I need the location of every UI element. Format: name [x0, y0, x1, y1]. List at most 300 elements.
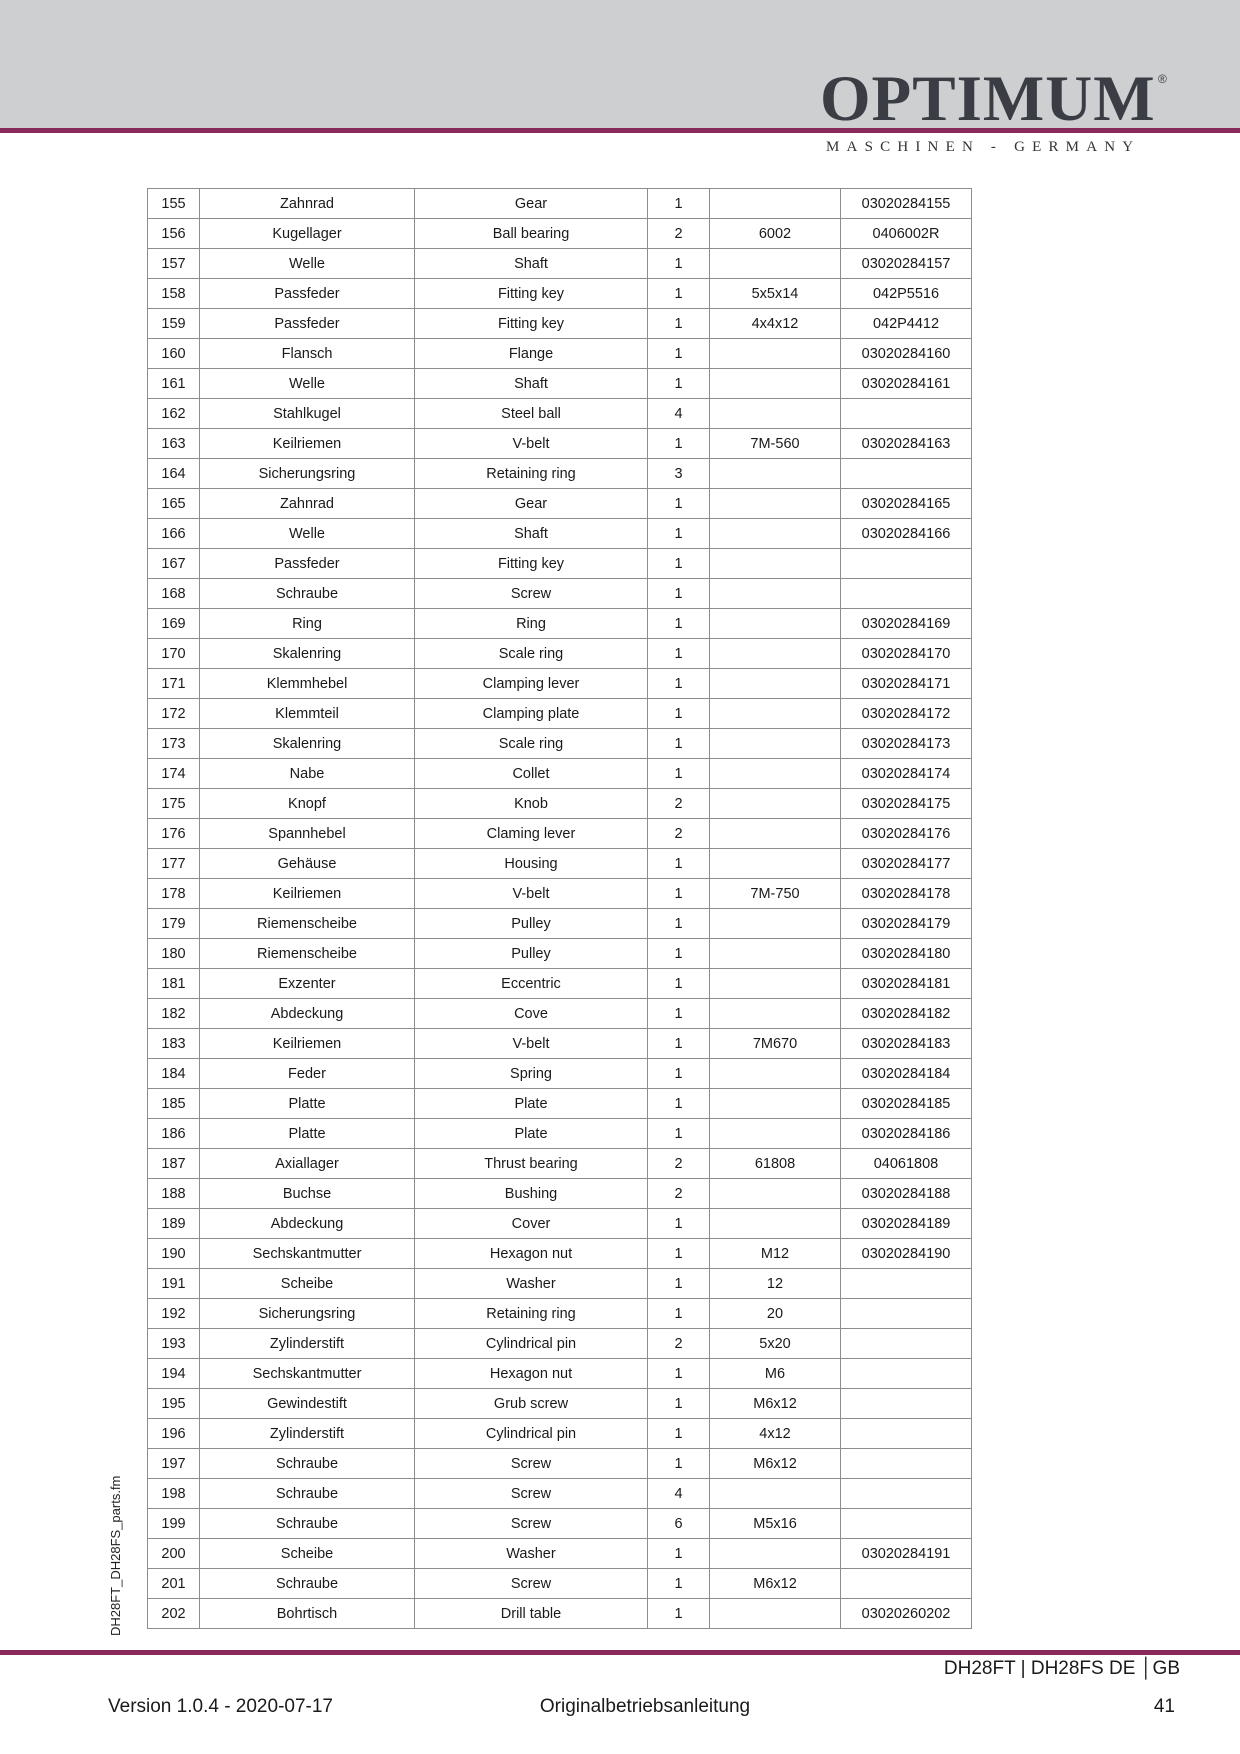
model-language-label: DH28FT | DH28FS DE │GB	[943, 1658, 1180, 1679]
quantity-cell: 6	[648, 1509, 710, 1539]
size-cell: M6x12	[710, 1569, 841, 1599]
german-name-cell: Skalenring	[200, 729, 415, 759]
size-cell: 61808	[710, 1149, 841, 1179]
size-cell	[710, 669, 841, 699]
quantity-cell: 4	[648, 1479, 710, 1509]
article-number-cell: 03020284161	[841, 369, 972, 399]
article-number-cell: 03020284188	[841, 1179, 972, 1209]
german-name-cell: Kugellager	[200, 219, 415, 249]
quantity-cell: 1	[648, 969, 710, 999]
table-row	[148, 1119, 972, 1149]
size-cell	[710, 1209, 841, 1239]
size-cell	[710, 609, 841, 639]
german-name-cell: Passfeder	[200, 279, 415, 309]
quantity-cell: 1	[648, 1239, 710, 1269]
table-row	[148, 969, 972, 999]
table-row	[148, 579, 972, 609]
part-number-cell: 183	[148, 1029, 200, 1059]
quantity-cell: 2	[648, 1179, 710, 1209]
table-row	[148, 459, 972, 489]
english-name-cell: Fitting key	[415, 279, 648, 309]
brand-tagline: MASCHINEN - GERMANY	[826, 139, 1141, 155]
table-row	[148, 1179, 972, 1209]
table-row	[148, 849, 972, 879]
part-number-cell: 198	[148, 1479, 200, 1509]
english-name-cell: Grub screw	[415, 1389, 648, 1419]
size-cell: 4x12	[710, 1419, 841, 1449]
part-number-cell: 160	[148, 339, 200, 369]
article-number-cell: 03020284185	[841, 1089, 972, 1119]
article-number-cell: 03020284190	[841, 1239, 972, 1269]
part-number-cell: 201	[148, 1569, 200, 1599]
table-row	[148, 1089, 972, 1119]
size-cell: M12	[710, 1239, 841, 1269]
article-number-cell: 03020284181	[841, 969, 972, 999]
document-type-label: Originalbetriebsanleitung	[539, 1696, 751, 1717]
german-name-cell: Welle	[200, 249, 415, 279]
part-number-cell: 182	[148, 999, 200, 1029]
size-cell	[710, 579, 841, 609]
english-name-cell: Ball bearing	[415, 219, 648, 249]
part-number-cell: 165	[148, 489, 200, 519]
size-cell	[710, 639, 841, 669]
quantity-cell: 2	[648, 1329, 710, 1359]
version-label: Version 1.0.4 - 2020-07-17	[108, 1696, 333, 1717]
article-number-cell: 03020284170	[841, 639, 972, 669]
size-cell	[710, 699, 841, 729]
german-name-cell: Zylinderstift	[200, 1329, 415, 1359]
size-cell	[710, 849, 841, 879]
german-name-cell: Knopf	[200, 789, 415, 819]
part-number-cell: 196	[148, 1419, 200, 1449]
english-name-cell: Screw	[415, 1509, 648, 1539]
table-row	[148, 1359, 972, 1389]
table-row	[148, 279, 972, 309]
article-number-cell: 03020284171	[841, 669, 972, 699]
english-name-cell: Ring	[415, 609, 648, 639]
quantity-cell: 1	[648, 1209, 710, 1239]
size-cell: M6	[710, 1359, 841, 1389]
part-number-cell: 193	[148, 1329, 200, 1359]
english-name-cell: Scale ring	[415, 729, 648, 759]
size-cell	[710, 519, 841, 549]
quantity-cell: 1	[648, 879, 710, 909]
table-row	[148, 819, 972, 849]
table-row	[148, 549, 972, 579]
english-name-cell: Bushing	[415, 1179, 648, 1209]
english-name-cell: Clamping plate	[415, 699, 648, 729]
german-name-cell: Zylinderstift	[200, 1419, 415, 1449]
article-number-cell: 03020284166	[841, 519, 972, 549]
article-number-cell: 03020284169	[841, 609, 972, 639]
size-cell	[710, 339, 841, 369]
part-number-cell: 200	[148, 1539, 200, 1569]
part-number-cell: 162	[148, 399, 200, 429]
table-row	[148, 999, 972, 1029]
part-number-cell: 192	[148, 1299, 200, 1329]
english-name-cell: Knob	[415, 789, 648, 819]
german-name-cell: Gehäuse	[200, 849, 415, 879]
table-row	[148, 909, 972, 939]
english-name-cell: Gear	[415, 189, 648, 219]
size-cell	[710, 399, 841, 429]
part-number-cell: 197	[148, 1449, 200, 1479]
part-number-cell: 164	[148, 459, 200, 489]
part-number-cell: 158	[148, 279, 200, 309]
german-name-cell: Abdeckung	[200, 999, 415, 1029]
english-name-cell: Cove	[415, 999, 648, 1029]
size-cell	[710, 489, 841, 519]
english-name-cell: Screw	[415, 579, 648, 609]
table-row	[148, 1149, 972, 1179]
english-name-cell: Clamping lever	[415, 669, 648, 699]
size-cell	[710, 1089, 841, 1119]
english-name-cell: Pulley	[415, 939, 648, 969]
german-name-cell: Abdeckung	[200, 1209, 415, 1239]
english-name-cell: Eccentric	[415, 969, 648, 999]
german-name-cell: Sicherungsring	[200, 1299, 415, 1329]
size-cell	[710, 1119, 841, 1149]
quantity-cell: 1	[648, 699, 710, 729]
english-name-cell: Cylindrical pin	[415, 1329, 648, 1359]
german-name-cell: Passfeder	[200, 309, 415, 339]
part-number-cell: 199	[148, 1509, 200, 1539]
table-row	[148, 699, 972, 729]
part-number-cell: 166	[148, 519, 200, 549]
german-name-cell: Platte	[200, 1089, 415, 1119]
quantity-cell: 1	[648, 1059, 710, 1089]
part-number-cell: 188	[148, 1179, 200, 1209]
part-number-cell: 178	[148, 879, 200, 909]
quantity-cell: 1	[648, 1119, 710, 1149]
german-name-cell: Platte	[200, 1119, 415, 1149]
article-number-cell: 03020284157	[841, 249, 972, 279]
table-row	[148, 1419, 972, 1449]
german-name-cell: Schraube	[200, 1449, 415, 1479]
quantity-cell: 1	[648, 189, 710, 219]
size-cell	[710, 1599, 841, 1629]
table-row	[148, 1239, 972, 1269]
table-row	[148, 1269, 972, 1299]
quantity-cell: 1	[648, 579, 710, 609]
size-cell: 7M-750	[710, 879, 841, 909]
file-name-label: DH28FT_DH28FS_parts.fm	[108, 1475, 123, 1636]
article-number-cell: 03020284182	[841, 999, 972, 1029]
quantity-cell: 1	[648, 519, 710, 549]
quantity-cell: 1	[648, 249, 710, 279]
brand-logo: OPTIMUM	[820, 63, 1156, 135]
table-row	[148, 609, 972, 639]
table-row	[148, 339, 972, 369]
article-number-cell: 0406002R	[841, 219, 972, 249]
table-row	[148, 1599, 972, 1629]
part-number-cell: 171	[148, 669, 200, 699]
article-number-cell	[841, 1329, 972, 1359]
part-number-cell: 155	[148, 189, 200, 219]
english-name-cell: Fitting key	[415, 309, 648, 339]
german-name-cell: Nabe	[200, 759, 415, 789]
article-number-cell	[841, 1569, 972, 1599]
quantity-cell: 1	[648, 1299, 710, 1329]
article-number-cell: 03020284160	[841, 339, 972, 369]
article-number-cell	[841, 1449, 972, 1479]
german-name-cell: Axiallager	[200, 1149, 415, 1179]
quantity-cell: 1	[648, 309, 710, 339]
part-number-cell: 163	[148, 429, 200, 459]
article-number-cell	[841, 1359, 972, 1389]
article-number-cell: 03020284155	[841, 189, 972, 219]
part-number-cell: 186	[148, 1119, 200, 1149]
article-number-cell: 03020284186	[841, 1119, 972, 1149]
article-number-cell: 03020284163	[841, 429, 972, 459]
german-name-cell: Passfeder	[200, 549, 415, 579]
part-number-cell: 185	[148, 1089, 200, 1119]
size-cell: M6x12	[710, 1449, 841, 1479]
registered-mark: ®	[1158, 72, 1167, 86]
part-number-cell: 180	[148, 939, 200, 969]
article-number-cell	[841, 579, 972, 609]
article-number-cell: 03020284178	[841, 879, 972, 909]
table-row	[148, 939, 972, 969]
english-name-cell: Retaining ring	[415, 459, 648, 489]
quantity-cell: 1	[648, 489, 710, 519]
part-number-cell: 184	[148, 1059, 200, 1089]
table-row	[148, 489, 972, 519]
size-cell	[710, 909, 841, 939]
table-row	[148, 1479, 972, 1509]
size-cell	[710, 1179, 841, 1209]
part-number-cell: 190	[148, 1239, 200, 1269]
english-name-cell: Housing	[415, 849, 648, 879]
german-name-cell: Sicherungsring	[200, 459, 415, 489]
german-name-cell: Sechskantmutter	[200, 1359, 415, 1389]
english-name-cell: Fitting key	[415, 549, 648, 579]
size-cell	[710, 249, 841, 279]
part-number-cell: 179	[148, 909, 200, 939]
german-name-cell: Riemenscheibe	[200, 909, 415, 939]
size-cell	[710, 189, 841, 219]
german-name-cell: Ring	[200, 609, 415, 639]
quantity-cell: 1	[648, 279, 710, 309]
table-row	[148, 669, 972, 699]
size-cell: 4x4x12	[710, 309, 841, 339]
article-number-cell	[841, 459, 972, 489]
german-name-cell: Skalenring	[200, 639, 415, 669]
german-name-cell: Zahnrad	[200, 189, 415, 219]
size-cell: 5x20	[710, 1329, 841, 1359]
german-name-cell: Schraube	[200, 1569, 415, 1599]
quantity-cell: 1	[648, 1359, 710, 1389]
german-name-cell: Feder	[200, 1059, 415, 1089]
quantity-cell: 1	[648, 669, 710, 699]
parts-table	[147, 188, 972, 1629]
english-name-cell: Gear	[415, 489, 648, 519]
german-name-cell: Sechskantmutter	[200, 1239, 415, 1269]
quantity-cell: 1	[648, 1389, 710, 1419]
article-number-cell	[841, 1509, 972, 1539]
article-number-cell: 03020260202	[841, 1599, 972, 1629]
part-number-cell: 194	[148, 1359, 200, 1389]
table-row	[148, 519, 972, 549]
english-name-cell: Spring	[415, 1059, 648, 1089]
part-number-cell: 202	[148, 1599, 200, 1629]
size-cell: 7M670	[710, 1029, 841, 1059]
quantity-cell: 4	[648, 399, 710, 429]
quantity-cell: 1	[648, 729, 710, 759]
german-name-cell: Keilriemen	[200, 879, 415, 909]
quantity-cell: 1	[648, 759, 710, 789]
english-name-cell: Drill table	[415, 1599, 648, 1629]
english-name-cell: Scale ring	[415, 639, 648, 669]
quantity-cell: 1	[648, 1449, 710, 1479]
size-cell	[710, 1539, 841, 1569]
size-cell	[710, 729, 841, 759]
article-number-cell: 03020284172	[841, 699, 972, 729]
quantity-cell: 1	[648, 609, 710, 639]
german-name-cell: Scheibe	[200, 1269, 415, 1299]
size-cell	[710, 789, 841, 819]
german-name-cell: Schraube	[200, 1479, 415, 1509]
size-cell: 5x5x14	[710, 279, 841, 309]
english-name-cell: Screw	[415, 1449, 648, 1479]
size-cell	[710, 759, 841, 789]
part-number-cell: 191	[148, 1269, 200, 1299]
quantity-cell: 1	[648, 909, 710, 939]
english-name-cell: Steel ball	[415, 399, 648, 429]
table-row	[148, 249, 972, 279]
german-name-cell: Keilriemen	[200, 429, 415, 459]
quantity-cell: 1	[648, 1419, 710, 1449]
english-name-cell: Screw	[415, 1479, 648, 1509]
english-name-cell: Plate	[415, 1089, 648, 1119]
german-name-cell: Gewindestift	[200, 1389, 415, 1419]
german-name-cell: Exzenter	[200, 969, 415, 999]
english-name-cell: Flange	[415, 339, 648, 369]
size-cell: 20	[710, 1299, 841, 1329]
quantity-cell: 1	[648, 1599, 710, 1629]
english-name-cell: Thrust bearing	[415, 1149, 648, 1179]
table-row	[148, 639, 972, 669]
article-number-cell	[841, 549, 972, 579]
table-row	[148, 1389, 972, 1419]
table-row	[148, 789, 972, 819]
english-name-cell: V-belt	[415, 879, 648, 909]
english-name-cell: Collet	[415, 759, 648, 789]
part-number-cell: 174	[148, 759, 200, 789]
quantity-cell: 1	[648, 1539, 710, 1569]
article-number-cell: 03020284180	[841, 939, 972, 969]
size-cell	[710, 549, 841, 579]
english-name-cell: Claming lever	[415, 819, 648, 849]
table-row	[148, 729, 972, 759]
part-number-cell: 161	[148, 369, 200, 399]
english-name-cell: Plate	[415, 1119, 648, 1149]
part-number-cell: 175	[148, 789, 200, 819]
english-name-cell: Cover	[415, 1209, 648, 1239]
size-cell: 7M-560	[710, 429, 841, 459]
article-number-cell	[841, 399, 972, 429]
article-number-cell: 03020284177	[841, 849, 972, 879]
part-number-cell: 170	[148, 639, 200, 669]
size-cell: 12	[710, 1269, 841, 1299]
english-name-cell: Hexagon nut	[415, 1239, 648, 1269]
part-number-cell: 172	[148, 699, 200, 729]
table-row	[148, 399, 972, 429]
part-number-cell: 156	[148, 219, 200, 249]
english-name-cell: Screw	[415, 1569, 648, 1599]
article-number-cell	[841, 1479, 972, 1509]
size-cell	[710, 1479, 841, 1509]
table-row	[148, 1059, 972, 1089]
german-name-cell: Scheibe	[200, 1539, 415, 1569]
size-cell	[710, 939, 841, 969]
size-cell	[710, 1059, 841, 1089]
english-name-cell: V-belt	[415, 1029, 648, 1059]
article-number-cell: 03020284184	[841, 1059, 972, 1089]
article-number-cell: 03020284173	[841, 729, 972, 759]
size-cell	[710, 969, 841, 999]
german-name-cell: Buchse	[200, 1179, 415, 1209]
table-row	[148, 879, 972, 909]
table-row	[148, 1299, 972, 1329]
part-number-cell: 169	[148, 609, 200, 639]
part-number-cell: 167	[148, 549, 200, 579]
article-number-cell: 03020284183	[841, 1029, 972, 1059]
english-name-cell: Washer	[415, 1539, 648, 1569]
quantity-cell: 1	[648, 1089, 710, 1119]
table-row	[148, 219, 972, 249]
german-name-cell: Flansch	[200, 339, 415, 369]
size-cell: M6x12	[710, 1389, 841, 1419]
table-row	[148, 429, 972, 459]
quantity-cell: 1	[648, 939, 710, 969]
german-name-cell: Bohrtisch	[200, 1599, 415, 1629]
table-row	[148, 759, 972, 789]
german-name-cell: Schraube	[200, 1509, 415, 1539]
article-number-cell: 03020284165	[841, 489, 972, 519]
article-number-cell: 03020284191	[841, 1539, 972, 1569]
english-name-cell: Pulley	[415, 909, 648, 939]
english-name-cell: Shaft	[415, 249, 648, 279]
size-cell: M5x16	[710, 1509, 841, 1539]
article-number-cell: 03020284189	[841, 1209, 972, 1239]
footer-accent-line	[0, 1650, 1240, 1655]
part-number-cell: 195	[148, 1389, 200, 1419]
quantity-cell: 1	[648, 639, 710, 669]
quantity-cell: 1	[648, 849, 710, 879]
english-name-cell: Shaft	[415, 369, 648, 399]
article-number-cell: 03020284176	[841, 819, 972, 849]
size-cell	[710, 819, 841, 849]
parts-table-body	[148, 189, 972, 1629]
german-name-cell: Welle	[200, 369, 415, 399]
part-number-cell: 176	[148, 819, 200, 849]
article-number-cell	[841, 1419, 972, 1449]
quantity-cell: 2	[648, 1149, 710, 1179]
article-number-cell	[841, 1269, 972, 1299]
table-row	[148, 369, 972, 399]
table-row	[148, 1029, 972, 1059]
german-name-cell: Klemmhebel	[200, 669, 415, 699]
german-name-cell: Stahlkugel	[200, 399, 415, 429]
english-name-cell: Shaft	[415, 519, 648, 549]
quantity-cell: 2	[648, 219, 710, 249]
part-number-cell: 189	[148, 1209, 200, 1239]
quantity-cell: 1	[648, 339, 710, 369]
quantity-cell: 1	[648, 549, 710, 579]
article-number-cell	[841, 1299, 972, 1329]
article-number-cell: 03020284179	[841, 909, 972, 939]
